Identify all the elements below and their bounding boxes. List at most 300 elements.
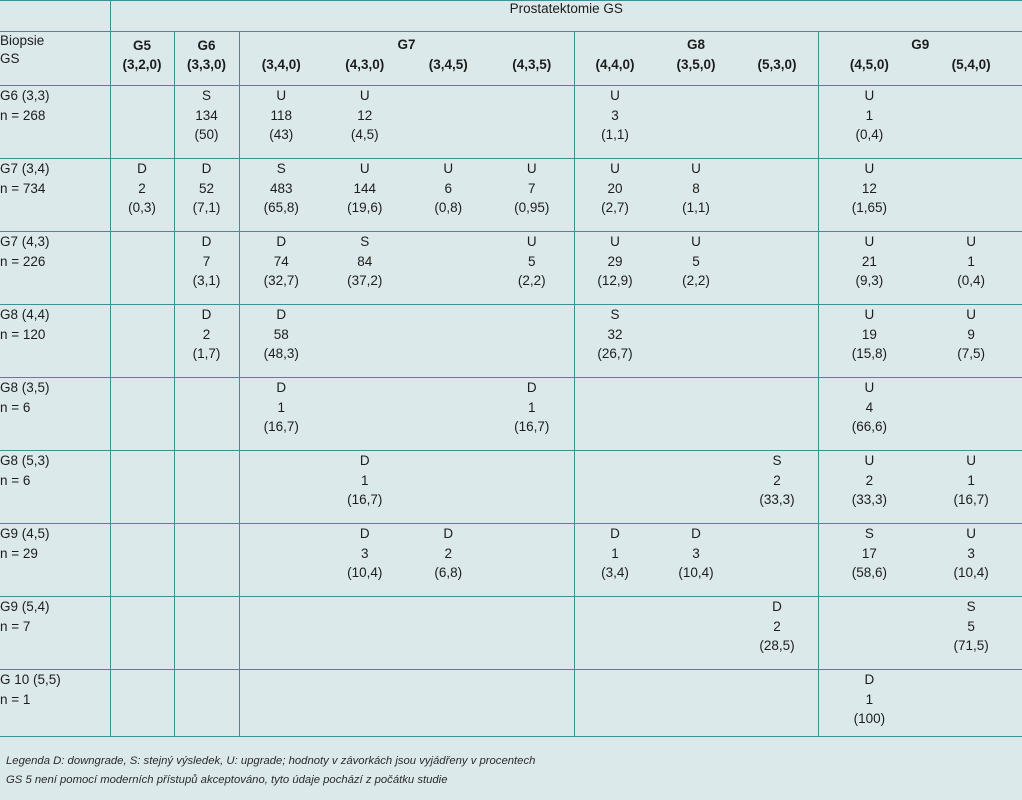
row-label-line: G7 (4,3) xyxy=(0,234,50,249)
table-cell xyxy=(407,86,491,145)
cell-percent: (1,1) xyxy=(601,127,629,143)
group-cell xyxy=(239,378,574,451)
cell-percent: (2,2) xyxy=(517,273,546,289)
cell-result-code: U xyxy=(966,453,977,468)
cell-percent: (48,3) xyxy=(263,346,299,362)
cell-percent: (0,8) xyxy=(434,200,463,216)
row-label-line: G9 (4,5) xyxy=(0,526,50,541)
cell-percent: (26,7) xyxy=(597,346,633,362)
table-cell xyxy=(490,232,574,291)
cell-result-code: S xyxy=(966,599,976,614)
table-cell xyxy=(175,159,239,218)
cell-count: 1 xyxy=(277,399,285,415)
group-sub: (3,4,0) xyxy=(261,57,301,72)
table-cell xyxy=(819,305,921,364)
table-cell xyxy=(490,524,574,583)
cell-count: 3 xyxy=(967,545,975,561)
table-cell xyxy=(111,159,174,218)
group-cell xyxy=(818,451,1022,524)
cell-percent: (16,7) xyxy=(347,492,383,508)
row-label-line: n = 1 xyxy=(0,691,31,707)
group-cell xyxy=(818,232,1022,305)
table-cell xyxy=(490,378,574,437)
row-label-line: G7 (3,4) xyxy=(0,161,50,176)
group-header-g7 xyxy=(239,32,574,86)
table-cell xyxy=(490,451,574,510)
table-cell xyxy=(175,305,239,364)
biopsy-header-line: Biopsie xyxy=(0,33,45,48)
table-cell xyxy=(819,378,921,437)
group-cell xyxy=(174,597,239,670)
cell-count: 32 xyxy=(607,326,623,342)
table-cell xyxy=(490,86,574,145)
table-body xyxy=(0,86,1022,737)
cell-result-code: S xyxy=(864,526,874,541)
table-cell xyxy=(575,159,656,218)
cell-percent: (50) xyxy=(194,127,219,143)
table-cell xyxy=(819,597,921,656)
cell-result-code: D xyxy=(691,526,701,541)
group-cell xyxy=(110,305,174,378)
cell-percent: (6,8) xyxy=(434,565,463,581)
group-cell xyxy=(574,305,818,378)
group-cell xyxy=(239,86,574,159)
cell-count: 7 xyxy=(527,180,536,196)
group-cell xyxy=(574,597,818,670)
cell-percent: (4,5) xyxy=(350,127,379,143)
group-cell xyxy=(174,159,239,232)
group-cell xyxy=(110,670,174,737)
cell-percent: (19,6) xyxy=(347,200,383,216)
table-cell xyxy=(575,305,656,364)
table-cell xyxy=(175,86,239,145)
table-cell xyxy=(656,597,737,656)
group-cell xyxy=(818,86,1022,159)
group-name: G8 xyxy=(686,37,705,52)
group-header-g8 xyxy=(574,32,818,86)
group-sub: (5,3,0) xyxy=(757,57,797,72)
cell-count: 7 xyxy=(202,253,211,269)
row-label-line: n = 29 xyxy=(0,545,38,561)
cell-percent: (0,95) xyxy=(514,200,550,216)
cell-count: 5 xyxy=(692,253,700,269)
row-label xyxy=(0,670,110,737)
group-sub: (4,3,5) xyxy=(512,57,552,72)
table-cell xyxy=(737,232,818,291)
group-sub: (3,3,0) xyxy=(186,56,227,72)
cell-percent: (58,6) xyxy=(851,565,888,581)
table-cell xyxy=(920,159,1022,218)
cell-count: 2 xyxy=(444,545,452,561)
group-cell xyxy=(818,524,1022,597)
cell-result-code: U xyxy=(864,88,875,103)
row-label xyxy=(0,86,110,159)
legend-line: GS 5 není pomocí moderních přístupů akceptováno, tyto údaje pochází z počátku studie xyxy=(6,774,448,787)
cell-count: 2 xyxy=(773,618,781,634)
group-header-g5 xyxy=(110,32,174,86)
table-cell xyxy=(920,232,1022,291)
cell-count: 8 xyxy=(692,180,700,196)
cell-count: 2 xyxy=(138,180,146,196)
group-cell xyxy=(110,159,174,232)
group-cell xyxy=(239,670,574,737)
row-label xyxy=(0,232,110,305)
table-cell xyxy=(575,86,656,145)
table-row xyxy=(0,159,1022,232)
cell-count: 12 xyxy=(861,180,877,196)
row-label-line: G8 (3,5) xyxy=(0,380,50,395)
table-cell xyxy=(819,670,921,729)
cell-result-code: D xyxy=(443,526,454,541)
cell-percent: (15,8) xyxy=(851,346,888,362)
cell-count: 74 xyxy=(273,253,289,269)
group-sub: (4,3,0) xyxy=(345,57,385,72)
table-cell xyxy=(407,451,491,510)
cell-result-code: U xyxy=(610,88,620,103)
cell-count: 2 xyxy=(865,472,874,488)
group-header-g9 xyxy=(818,32,1022,86)
cell-count: 6 xyxy=(444,180,452,196)
table-cell xyxy=(490,305,574,364)
table-cell xyxy=(819,86,921,145)
group-cell xyxy=(110,378,174,451)
table-cell xyxy=(323,451,407,510)
group-cell xyxy=(818,159,1022,232)
cell-percent: (2,7) xyxy=(601,200,629,216)
cell-count: 1 xyxy=(360,472,369,488)
group-sub: (3,5,0) xyxy=(676,57,716,72)
table-title: Prostatektomie GS xyxy=(110,1,1022,32)
cell-result-code: D xyxy=(276,234,287,249)
table-row xyxy=(0,524,1022,597)
table-row xyxy=(0,86,1022,159)
cell-result-code: U xyxy=(864,380,875,395)
table-cell xyxy=(819,524,921,583)
row-label-line: n = 6 xyxy=(0,472,31,488)
table-cell xyxy=(407,305,491,364)
table-cell xyxy=(575,597,656,656)
group-cell xyxy=(574,378,818,451)
table-cell xyxy=(737,305,818,364)
group-cell xyxy=(574,451,818,524)
group-cell xyxy=(574,232,818,305)
cell-percent: (0,4) xyxy=(855,127,884,143)
table-cell xyxy=(656,159,737,218)
biopsy-header xyxy=(0,32,110,86)
cell-percent: (37,2) xyxy=(347,273,383,289)
group-cell xyxy=(110,86,174,159)
cell-count: 1 xyxy=(967,472,975,488)
cell-percent: (1,7) xyxy=(192,346,221,362)
group-cell xyxy=(174,524,239,597)
table-cell xyxy=(920,524,1022,583)
cell-percent: (10,4) xyxy=(678,565,714,581)
table-cell xyxy=(920,86,1022,145)
table-cell xyxy=(920,305,1022,364)
table-row xyxy=(0,670,1022,737)
group-cell xyxy=(818,670,1022,737)
cell-percent: (0,3) xyxy=(128,200,156,216)
group-name: G5 xyxy=(132,38,151,53)
group-sub: (4,4,0) xyxy=(595,57,635,72)
table-cell xyxy=(407,378,491,437)
table-cell xyxy=(240,159,324,218)
table-cell xyxy=(323,305,407,364)
cell-result-code: S xyxy=(201,88,211,103)
cell-count: 1 xyxy=(865,107,874,123)
cell-result-code: U xyxy=(864,234,875,249)
cell-result-code: D xyxy=(201,161,212,176)
table-row xyxy=(0,232,1022,305)
cell-count: 29 xyxy=(607,253,623,269)
group-cell xyxy=(239,232,574,305)
table-cell xyxy=(737,451,818,510)
row-label xyxy=(0,451,110,524)
table-cell xyxy=(737,524,818,583)
table-cell xyxy=(407,232,491,291)
cell-result-code: U xyxy=(610,161,620,176)
group-cell xyxy=(174,451,239,524)
cell-result-code: U xyxy=(359,88,370,103)
cell-percent: (1,1) xyxy=(682,200,710,216)
table-cell xyxy=(240,451,324,510)
cell-result-code: D xyxy=(864,672,875,687)
group-sub: (4,5,0) xyxy=(849,57,889,72)
row-label-line: n = 120 xyxy=(0,326,46,342)
group-cell xyxy=(110,232,174,305)
cell-percent: (3,4) xyxy=(601,565,629,581)
cell-count: 58 xyxy=(273,326,289,342)
table-cell xyxy=(737,86,818,145)
row-label-line: G8 (5,3) xyxy=(0,453,50,468)
table-cell xyxy=(737,597,818,656)
group-cell xyxy=(239,597,574,670)
cell-result-code: U xyxy=(864,161,875,176)
group-cell xyxy=(174,232,239,305)
legend-line: Legenda D: downgrade, S: stejný výsledek, U: upgrade; hodnoty v závorkách jsou vyjádřeny v procentech xyxy=(6,755,536,767)
cell-count: 3 xyxy=(360,545,369,561)
cell-count: 84 xyxy=(357,253,373,269)
cell-result-code: D xyxy=(610,526,620,541)
group-sub: (3,4,5) xyxy=(428,57,468,72)
cell-percent: (12,9) xyxy=(597,273,633,289)
cell-percent: (43) xyxy=(269,127,294,143)
cell-percent: (16,7) xyxy=(953,492,989,508)
table-cell xyxy=(819,159,921,218)
table-row xyxy=(0,378,1022,451)
cell-percent: (66,6) xyxy=(851,419,888,435)
cell-percent: (28,5) xyxy=(759,638,795,654)
cell-count: 1 xyxy=(865,691,874,707)
table-cell xyxy=(323,378,407,437)
cell-percent: (16,7) xyxy=(514,419,550,435)
table-cell xyxy=(490,159,574,218)
group-cell xyxy=(239,524,574,597)
cell-count: 3 xyxy=(692,545,700,561)
group-cell xyxy=(239,305,574,378)
cell-result-code: U xyxy=(276,88,287,103)
cell-percent: (10,4) xyxy=(347,565,383,581)
table-cell xyxy=(240,378,324,437)
cell-result-code: D xyxy=(137,161,147,176)
cell-percent: (7,5) xyxy=(957,346,986,362)
cell-count: 483 xyxy=(269,180,293,196)
cell-count: 134 xyxy=(195,107,218,123)
group-sub: (3,2,0) xyxy=(122,56,162,72)
table-cell xyxy=(240,305,324,364)
table-cell xyxy=(575,451,656,510)
corner-cell xyxy=(0,1,110,32)
group-sub: (5,4,0) xyxy=(951,57,991,72)
table-cell xyxy=(920,378,1022,437)
cell-result-code: U xyxy=(691,234,701,249)
cell-count: 20 xyxy=(607,180,623,196)
group-name: G6 xyxy=(197,38,216,53)
group-cell xyxy=(110,524,174,597)
cell-count: 12 xyxy=(357,107,373,123)
table-row xyxy=(0,597,1022,670)
cell-result-code: D xyxy=(201,234,212,249)
group-cell xyxy=(574,670,818,737)
cell-percent: (7,1) xyxy=(192,200,221,216)
cell-percent: (71,5) xyxy=(953,638,989,654)
cell-percent: (33,3) xyxy=(759,492,795,508)
row-label-line: n = 6 xyxy=(0,399,31,415)
table-cell xyxy=(920,670,1022,729)
cell-count: 19 xyxy=(861,326,877,342)
cell-result-code: U xyxy=(526,161,537,176)
cell-result-code: D xyxy=(276,307,287,322)
cell-percent: (33,3) xyxy=(851,492,888,508)
group-cell xyxy=(174,378,239,451)
table-cell xyxy=(656,451,737,510)
cell-count: 21 xyxy=(861,253,877,269)
table-cell xyxy=(656,524,737,583)
cell-result-code: S xyxy=(610,307,620,322)
group-name: G9 xyxy=(911,37,930,52)
table-cell xyxy=(819,232,921,291)
group-cell xyxy=(174,670,239,737)
cell-percent: (100) xyxy=(853,711,886,727)
table-cell xyxy=(575,232,656,291)
cell-percent: (32,7) xyxy=(263,273,299,289)
cell-count: 2 xyxy=(202,326,211,342)
cell-count: 2 xyxy=(773,472,781,488)
group-cell xyxy=(174,86,239,159)
cell-result-code: U xyxy=(526,234,537,249)
table-cell xyxy=(920,597,1022,656)
cell-percent: (16,7) xyxy=(263,419,299,435)
cell-result-code: U xyxy=(966,307,977,322)
cell-count: 52 xyxy=(198,180,215,196)
row-label-line: n = 268 xyxy=(0,107,46,123)
group-cell xyxy=(110,597,174,670)
cell-result-code: S xyxy=(276,161,286,176)
row-label-line: n = 734 xyxy=(0,180,46,196)
table-legend xyxy=(6,752,535,791)
cell-result-code: D xyxy=(201,307,212,322)
group-cell xyxy=(574,524,818,597)
table-cell xyxy=(656,86,737,145)
cell-count: 17 xyxy=(861,545,877,561)
row-label xyxy=(0,159,110,232)
table-row xyxy=(0,451,1022,524)
cell-count: 9 xyxy=(967,326,975,342)
table-cell xyxy=(323,524,407,583)
table-cell xyxy=(240,232,324,291)
cell-count: 1 xyxy=(527,399,536,415)
cell-count: 3 xyxy=(611,107,619,123)
cell-result-code: U xyxy=(966,526,977,541)
row-label xyxy=(0,305,110,378)
cell-count: 4 xyxy=(865,399,874,415)
cell-result-code: U xyxy=(691,161,701,176)
cell-percent: (9,3) xyxy=(855,273,884,289)
table-cell xyxy=(656,232,737,291)
table-cell xyxy=(407,159,491,218)
cell-result-code: D xyxy=(276,380,287,395)
table-cell xyxy=(323,86,407,145)
group-cell xyxy=(818,597,1022,670)
biopsy-header-line: GS xyxy=(0,51,20,67)
row-label xyxy=(0,378,110,451)
cell-result-code: D xyxy=(772,599,782,614)
row-label-line: G9 (5,4) xyxy=(0,599,50,614)
table-cell xyxy=(323,232,407,291)
row-label-line: G8 (4,4) xyxy=(0,307,50,322)
cell-percent: (65,8) xyxy=(263,200,299,216)
table-cell xyxy=(656,305,737,364)
cell-result-code: U xyxy=(359,161,370,176)
table-cell xyxy=(737,159,818,218)
table-cell xyxy=(240,524,324,583)
cell-count: 5 xyxy=(527,253,536,269)
cell-count: 118 xyxy=(270,107,293,123)
cell-percent: (3,1) xyxy=(192,273,221,289)
cell-result-code: S xyxy=(772,453,782,468)
cell-percent: (0,4) xyxy=(957,273,986,289)
cell-percent: (1,65) xyxy=(851,200,888,216)
row-label-line: n = 7 xyxy=(0,618,31,634)
row-label-line: G6 (3,3) xyxy=(0,88,50,103)
cell-count: 1 xyxy=(611,545,619,561)
cell-percent: (10,4) xyxy=(953,565,989,581)
group-header-g6 xyxy=(174,32,239,86)
group-cell xyxy=(174,305,239,378)
cell-result-code: S xyxy=(360,234,370,249)
cell-count: 144 xyxy=(353,180,377,196)
group-cell xyxy=(574,86,818,159)
group-cell xyxy=(818,378,1022,451)
group-cell xyxy=(574,159,818,232)
cell-result-code: D xyxy=(526,380,537,395)
cell-result-code: D xyxy=(359,453,370,468)
cell-result-code: U xyxy=(443,161,454,176)
table-cell xyxy=(240,86,324,145)
cell-percent: (2,2) xyxy=(682,273,710,289)
cell-count: 5 xyxy=(967,618,975,634)
row-label xyxy=(0,597,110,670)
table-row xyxy=(0,305,1022,378)
cell-result-code: U xyxy=(864,307,875,322)
row-label-line: G 10 (5,5) xyxy=(0,672,61,687)
cell-result-code: U xyxy=(610,234,620,249)
table-cell xyxy=(575,524,656,583)
cell-result-code: U xyxy=(966,234,977,249)
cell-count: 1 xyxy=(967,253,975,269)
table-cell xyxy=(323,159,407,218)
table-cell xyxy=(819,451,921,510)
